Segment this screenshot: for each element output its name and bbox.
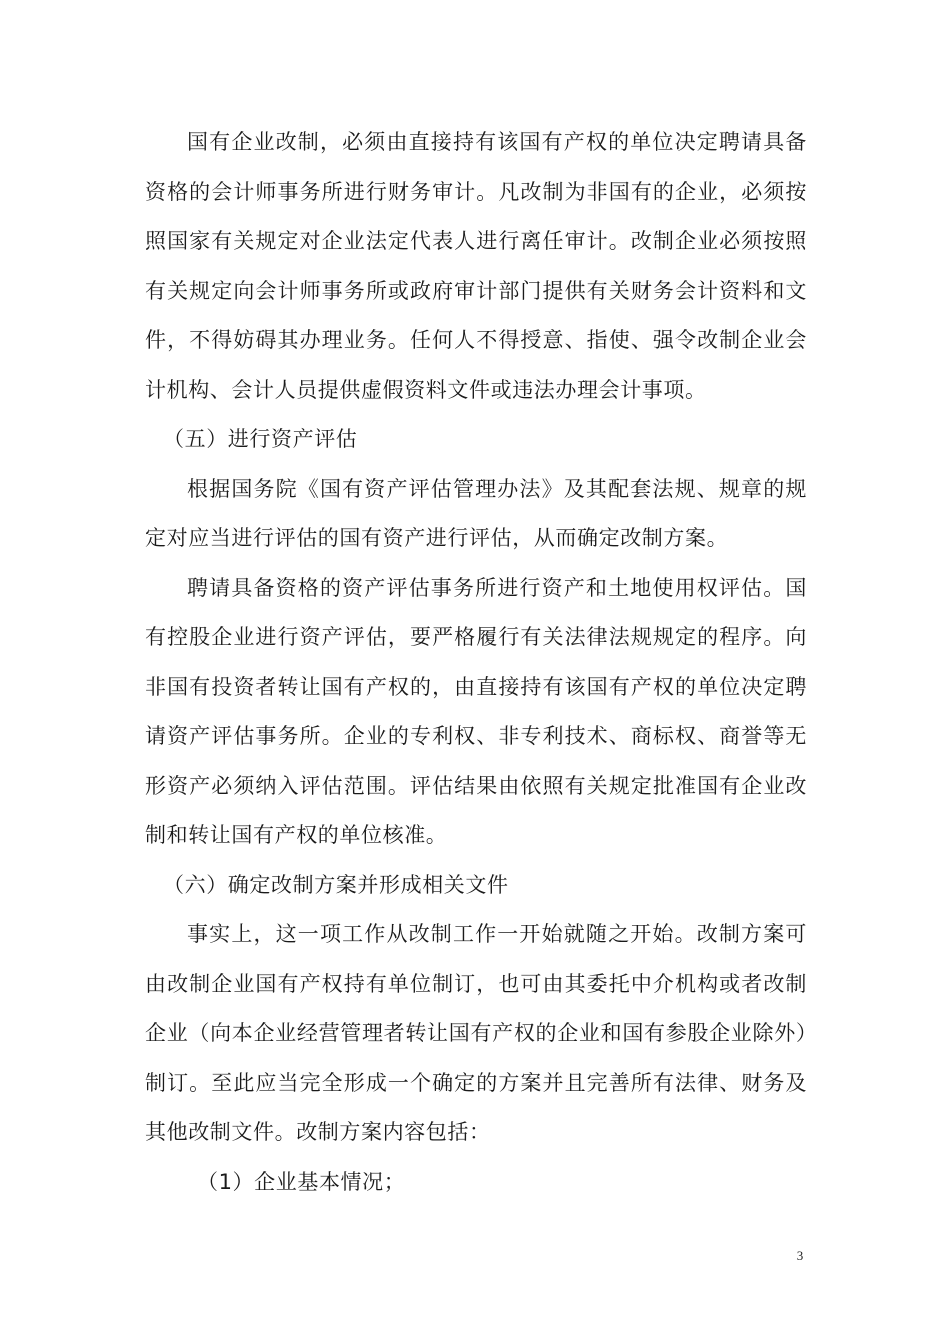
- section-heading-restructure-plan: （六）确定改制方案并形成相关文件: [163, 872, 509, 897]
- list-item-basic-info: （1）企业基本情况；: [197, 1169, 406, 1194]
- paragraph-restructure-plan: 事实上，这一项工作从改制工作一开始就随之开始。改制方案可由改制企业国有产权持有单位制订，也可由其委托中介机构或者改制企业（向本企业经营管理者转让国有产权的企业和国有参股企业除外）制订。至此应当完全形成一个确定的方案并且完善所有法律、财务及其他改制文件。改制方案内容包括：: [145, 922, 807, 1144]
- paragraph-audit: 国有企业改制，必须由直接持有该国有产权的单位决定聘请具备资格的会计师事务所进行财务审计。凡改制为非国有的企业，必须按照国家有关规定对企业法定代表人进行离任审计。改制企业必须按照有关规定向会计师事务所或政府审计部门提供有关财务会计资料和文件，不得妨碍其办理业务。任何人不得授意、指使、强令改制企业会计机构、会计人员提供虚假资料文件或违法办理会计事项。: [145, 130, 807, 402]
- document-body: [145, 118, 807, 1207]
- section-heading-asset-evaluation: （五）进行资产评估: [163, 427, 358, 451]
- page-number: 3: [796, 1248, 804, 1263]
- paragraph-evaluation-firm: 聘请具备资格的资产评估事务所进行资产和土地使用权评估。国有控股企业进行资产评估，要严格履行有关法律法规规定的程序。向非国有投资者转让国有产权的，由直接持有该国有产权的单位决定聘请资产评估事务所。企业的专利权、非专利技术、商标权、商誉等无形资产必须纳入评估范围。评估结果由依照有关规定批准国有企业改制和转让国有产权的单位核准。: [145, 575, 807, 847]
- paragraph-evaluation-regulation: 根据国务院《国有资产评估管理办法》及其配套法规、规章的规定对应当进行评估的国有资产进行评估，从而确定改制方案。: [145, 476, 807, 550]
